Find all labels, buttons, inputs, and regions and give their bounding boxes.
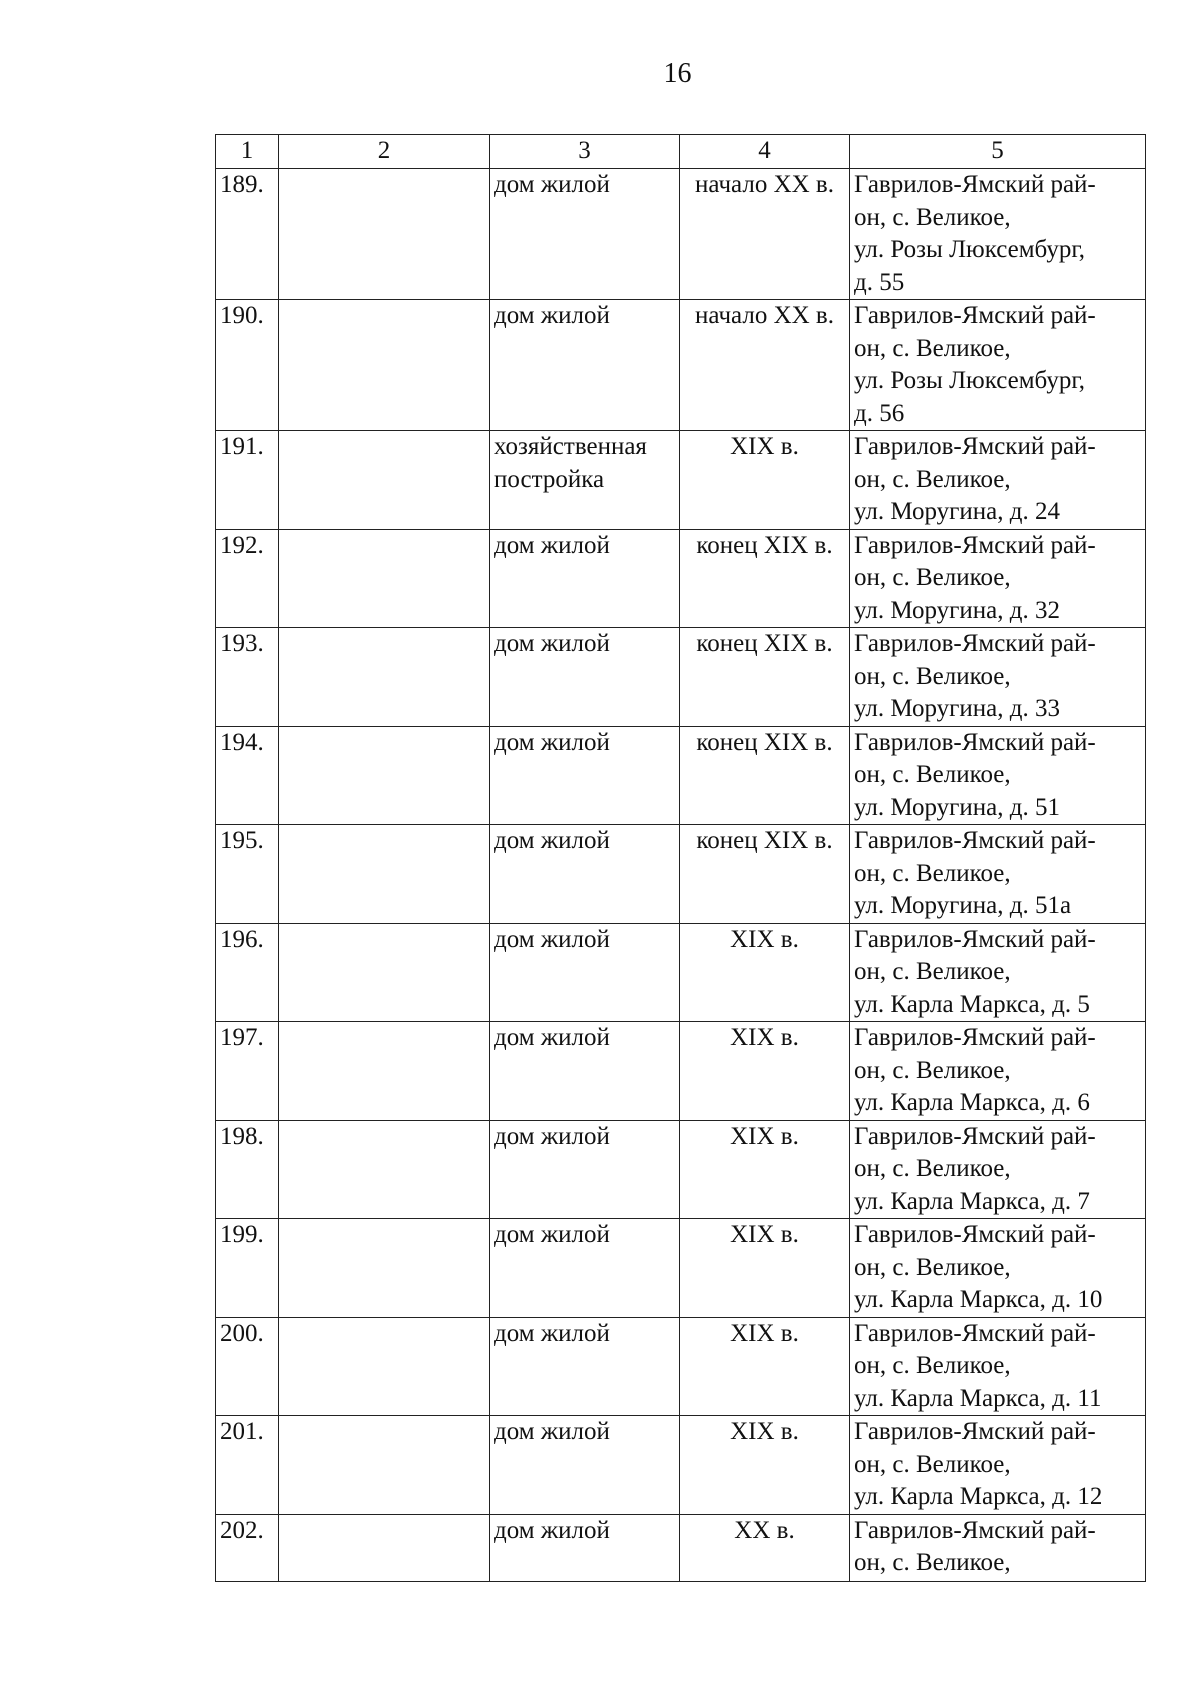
address-cell [850, 300, 1146, 431]
row-number-cell: 200. [216, 1317, 279, 1416]
address-cell [850, 825, 1146, 924]
table-row [216, 1219, 1146, 1318]
dating-cell: конец XIX в. [680, 825, 850, 924]
address-line: он, с. Великое, [854, 1253, 1011, 1281]
row-number-cell: 193. [216, 628, 279, 727]
name-cell [279, 825, 490, 924]
table-row [216, 431, 1146, 530]
address-line: ул. Моругина, д. 24 [854, 498, 1060, 525]
dating-cell: XIX в. [680, 923, 850, 1022]
address-line: ул. Розы Люксембург, [854, 236, 1086, 263]
address-line: Гаврилов-Ямский рай- [854, 302, 1096, 329]
table-body [216, 169, 1146, 1582]
address-line: Гаврилов-Ямский рай- [854, 1516, 1096, 1544]
table-row [216, 825, 1146, 924]
row-number-cell: 192. [216, 529, 279, 628]
address-line: Гаврилов-Ямский рай- [854, 925, 1096, 953]
name-cell [279, 1416, 490, 1515]
address-line: ул. Карла Маркса, д. 11 [854, 1384, 1102, 1412]
table-row [216, 1022, 1146, 1121]
row-number-cell: 189. [216, 169, 279, 300]
dating-cell: XIX в. [680, 1022, 850, 1121]
address-line: он, с. Великое, [854, 203, 1011, 231]
dating-cell: начало XX в. [680, 300, 850, 431]
name-cell [279, 300, 490, 431]
address-line: он, с. Великое, [854, 334, 1011, 362]
name-cell [279, 923, 490, 1022]
row-number-cell: 197. [216, 1022, 279, 1121]
object-type-cell: дом жилой [490, 825, 680, 924]
header-cell-2: 2 [279, 135, 490, 169]
row-number-cell: 191. [216, 431, 279, 530]
dating-cell: XIX в. [680, 1317, 850, 1416]
row-number-cell: 199. [216, 1219, 279, 1318]
address-line: Гаврилов-Ямский рай- [854, 1122, 1096, 1150]
dating-cell: XX в. [680, 1514, 850, 1581]
address-line: ул. Моругина, д. 51а [854, 892, 1072, 919]
address-line: ул. Моругина, д. 32 [854, 596, 1060, 624]
table-row [216, 1514, 1146, 1581]
name-cell [279, 169, 490, 300]
row-number-cell: 190. [216, 300, 279, 431]
registry-table [215, 134, 1146, 1582]
name-cell [279, 431, 490, 530]
address-cell [850, 1120, 1146, 1219]
row-number-cell: 202. [216, 1514, 279, 1581]
address-line: ул. Моругина, д. 33 [854, 695, 1060, 722]
name-cell [279, 1120, 490, 1219]
header-row [216, 135, 1146, 169]
object-type-cell: дом жилой [490, 529, 680, 628]
address-line: Гаврилов-Ямский рай- [854, 1418, 1096, 1445]
address-line: д. 55 [854, 268, 905, 296]
dating-cell: XIX в. [680, 1219, 850, 1318]
address-line: Гаврилов-Ямский рай- [854, 171, 1096, 198]
table-row [216, 726, 1146, 825]
object-type-cell: дом жилой [490, 1219, 680, 1318]
address-line: он, с. Великое, [854, 761, 1011, 788]
name-cell [279, 1219, 490, 1318]
dating-cell: XIX в. [680, 1120, 850, 1219]
table-row [216, 169, 1146, 300]
dating-cell: XIX в. [680, 1416, 850, 1515]
dating-cell: начало XX в. [680, 169, 850, 300]
name-cell [279, 1317, 490, 1416]
page-number: 16 [663, 58, 692, 89]
address-cell [850, 726, 1146, 825]
row-number-cell: 194. [216, 726, 279, 825]
row-number-cell: 198. [216, 1120, 279, 1219]
table-row [216, 529, 1146, 628]
name-cell [279, 628, 490, 727]
address-line: д. 56 [854, 399, 905, 427]
address-cell [850, 431, 1146, 530]
table-row [216, 1120, 1146, 1219]
address-line: ул. Карла Маркса, д. 12 [854, 1483, 1103, 1510]
row-number-cell: 195. [216, 825, 279, 924]
object-type-cell: дом жилой [490, 300, 680, 431]
address-line: Гаврилов-Ямский рай- [854, 531, 1096, 559]
address-line: Гаврилов-Ямский рай- [854, 827, 1096, 854]
object-type-cell: дом жилой [490, 726, 680, 825]
address-cell [850, 169, 1146, 300]
address-cell [850, 1416, 1146, 1515]
address-line: Гаврилов-Ямский рай- [854, 728, 1096, 756]
header-cell-3: 3 [490, 135, 680, 169]
address-cell [850, 1514, 1146, 1581]
address-line: он, с. Великое, [854, 958, 1011, 985]
object-type-cell: дом жилой [490, 1022, 680, 1121]
name-cell [279, 726, 490, 825]
address-line: Гаврилов-Ямский рай- [854, 433, 1096, 460]
table-row [216, 628, 1146, 727]
address-line: он, с. Великое, [854, 465, 1011, 493]
address-line: ул. Карла Маркса, д. 5 [854, 990, 1090, 1018]
name-cell [279, 1514, 490, 1581]
table-row [216, 923, 1146, 1022]
name-cell [279, 529, 490, 628]
address-line: он, с. Великое, [854, 564, 1011, 591]
table-row [216, 300, 1146, 431]
address-line: Гаврилов-Ямский рай- [854, 1319, 1096, 1347]
address-cell [850, 529, 1146, 628]
address-line: он, с. Великое, [854, 662, 1011, 690]
address-line: Гаврилов-Ямский рай- [854, 1221, 1096, 1248]
address-line: он, с. Великое, [854, 1549, 1011, 1576]
address-line: он, с. Великое, [854, 1450, 1011, 1478]
address-cell [850, 1219, 1146, 1318]
header-cell-1: 1 [216, 135, 279, 169]
table-row [216, 1317, 1146, 1416]
object-type-cell: дом жилой [490, 1317, 680, 1416]
address-cell [850, 628, 1146, 727]
address-line: ул. Карла Маркса, д. 6 [854, 1089, 1090, 1116]
dating-cell: конец XIX в. [680, 726, 850, 825]
address-cell [850, 1317, 1146, 1416]
address-cell [850, 923, 1146, 1022]
object-type-cell: дом жилой [490, 1416, 680, 1515]
header-cell-5: 5 [850, 135, 1146, 169]
dating-cell: конец XIX в. [680, 529, 850, 628]
address-line: ул. Карла Маркса, д. 7 [854, 1187, 1090, 1215]
dating-cell: конец XIX в. [680, 628, 850, 727]
address-line: он, с. Великое, [854, 1352, 1011, 1379]
object-type-cell: хозяйственная постройка [490, 431, 680, 530]
address-line: ул. Карла Маркса, д. 10 [854, 1286, 1103, 1313]
address-line: Гаврилов-Ямский рай- [854, 1024, 1096, 1051]
address-line: ул. Розы Люксембург, [854, 367, 1086, 394]
object-type-cell: дом жилой [490, 169, 680, 300]
object-type-cell: дом жилой [490, 628, 680, 727]
row-number-cell: 201. [216, 1416, 279, 1515]
object-type-cell: дом жилой [490, 1514, 680, 1581]
address-line: Гаврилов-Ямский рай- [854, 630, 1096, 657]
address-cell [850, 1022, 1146, 1121]
name-cell [279, 1022, 490, 1121]
table-row [216, 1416, 1146, 1515]
object-type-cell: дом жилой [490, 1120, 680, 1219]
address-line: он, с. Великое, [854, 1155, 1011, 1182]
object-type-cell: дом жилой [490, 923, 680, 1022]
address-line: ул. Моругина, д. 51 [854, 793, 1060, 821]
address-line: он, с. Великое, [854, 1056, 1011, 1084]
address-line: он, с. Великое, [854, 859, 1011, 887]
header-cell-4: 4 [680, 135, 850, 169]
dating-cell: XIX в. [680, 431, 850, 530]
row-number-cell: 196. [216, 923, 279, 1022]
